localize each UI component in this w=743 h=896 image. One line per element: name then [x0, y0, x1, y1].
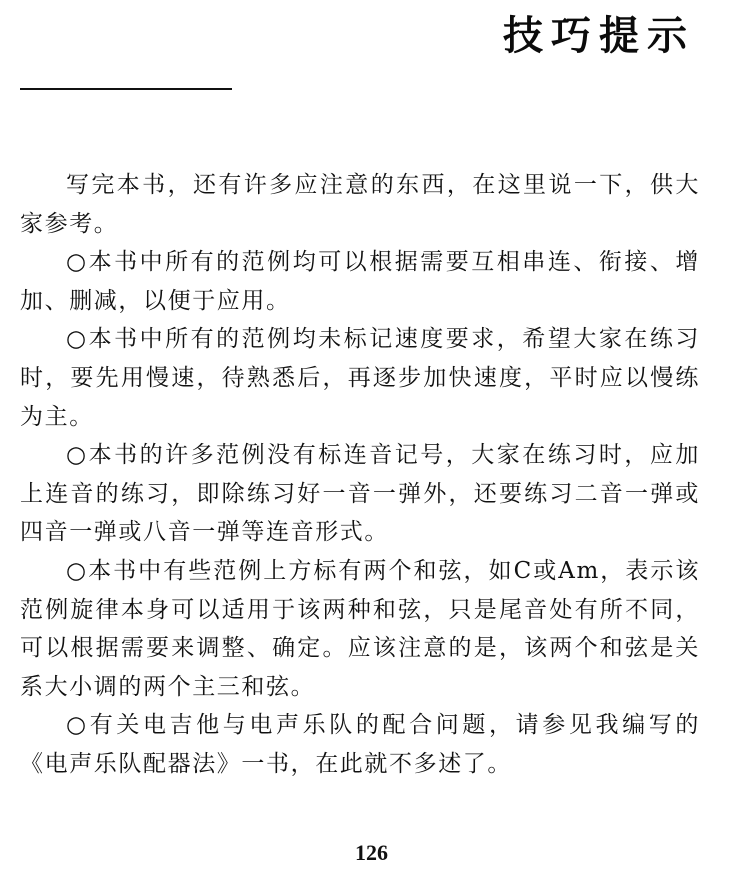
body-text	[20, 166, 700, 784]
page-number: 126	[355, 840, 388, 865]
title-rule	[20, 88, 232, 90]
tip-paragraph-1: ○本书中所有的范例均可以根据需要互相串连、衔接、增加、删减，以便于应用。	[20, 249, 700, 314]
tip-paragraph-4: ○本书中有些范例上方标有两个和弦，如C或Am，表示该范例旋律本身可以适用于该两种和弦，只是尾音处有所不同，可以根据需要来调整、确定。应该注意的是，该两个和弦是关系大小调的两个主三和弦。	[20, 557, 700, 700]
tip-paragraph-5: ○有关电吉他与电声乐队的配合问题，请参见我编写的《电声乐队配器法》一书，在此就不多述了。	[20, 712, 700, 777]
tip-paragraph-3: ○本书的许多范例没有标连音记号，大家在练习时，应加上连音的练习，即除练习好一音一弹外，还要练习二音一弹或四音一弹或八音一弹等连音形式。	[20, 442, 700, 546]
tip-paragraph-2: ○本书中所有的范例均未标记速度要求，希望大家在练习时，要先用慢速，待熟悉后，再逐步加快速度，平时应以慢练为主。	[20, 326, 700, 430]
page-title: 技巧提示	[503, 13, 695, 59]
intro-paragraph: 写完本书，还有许多应注意的东西，在这里说一下，供大家参考。	[20, 172, 700, 237]
